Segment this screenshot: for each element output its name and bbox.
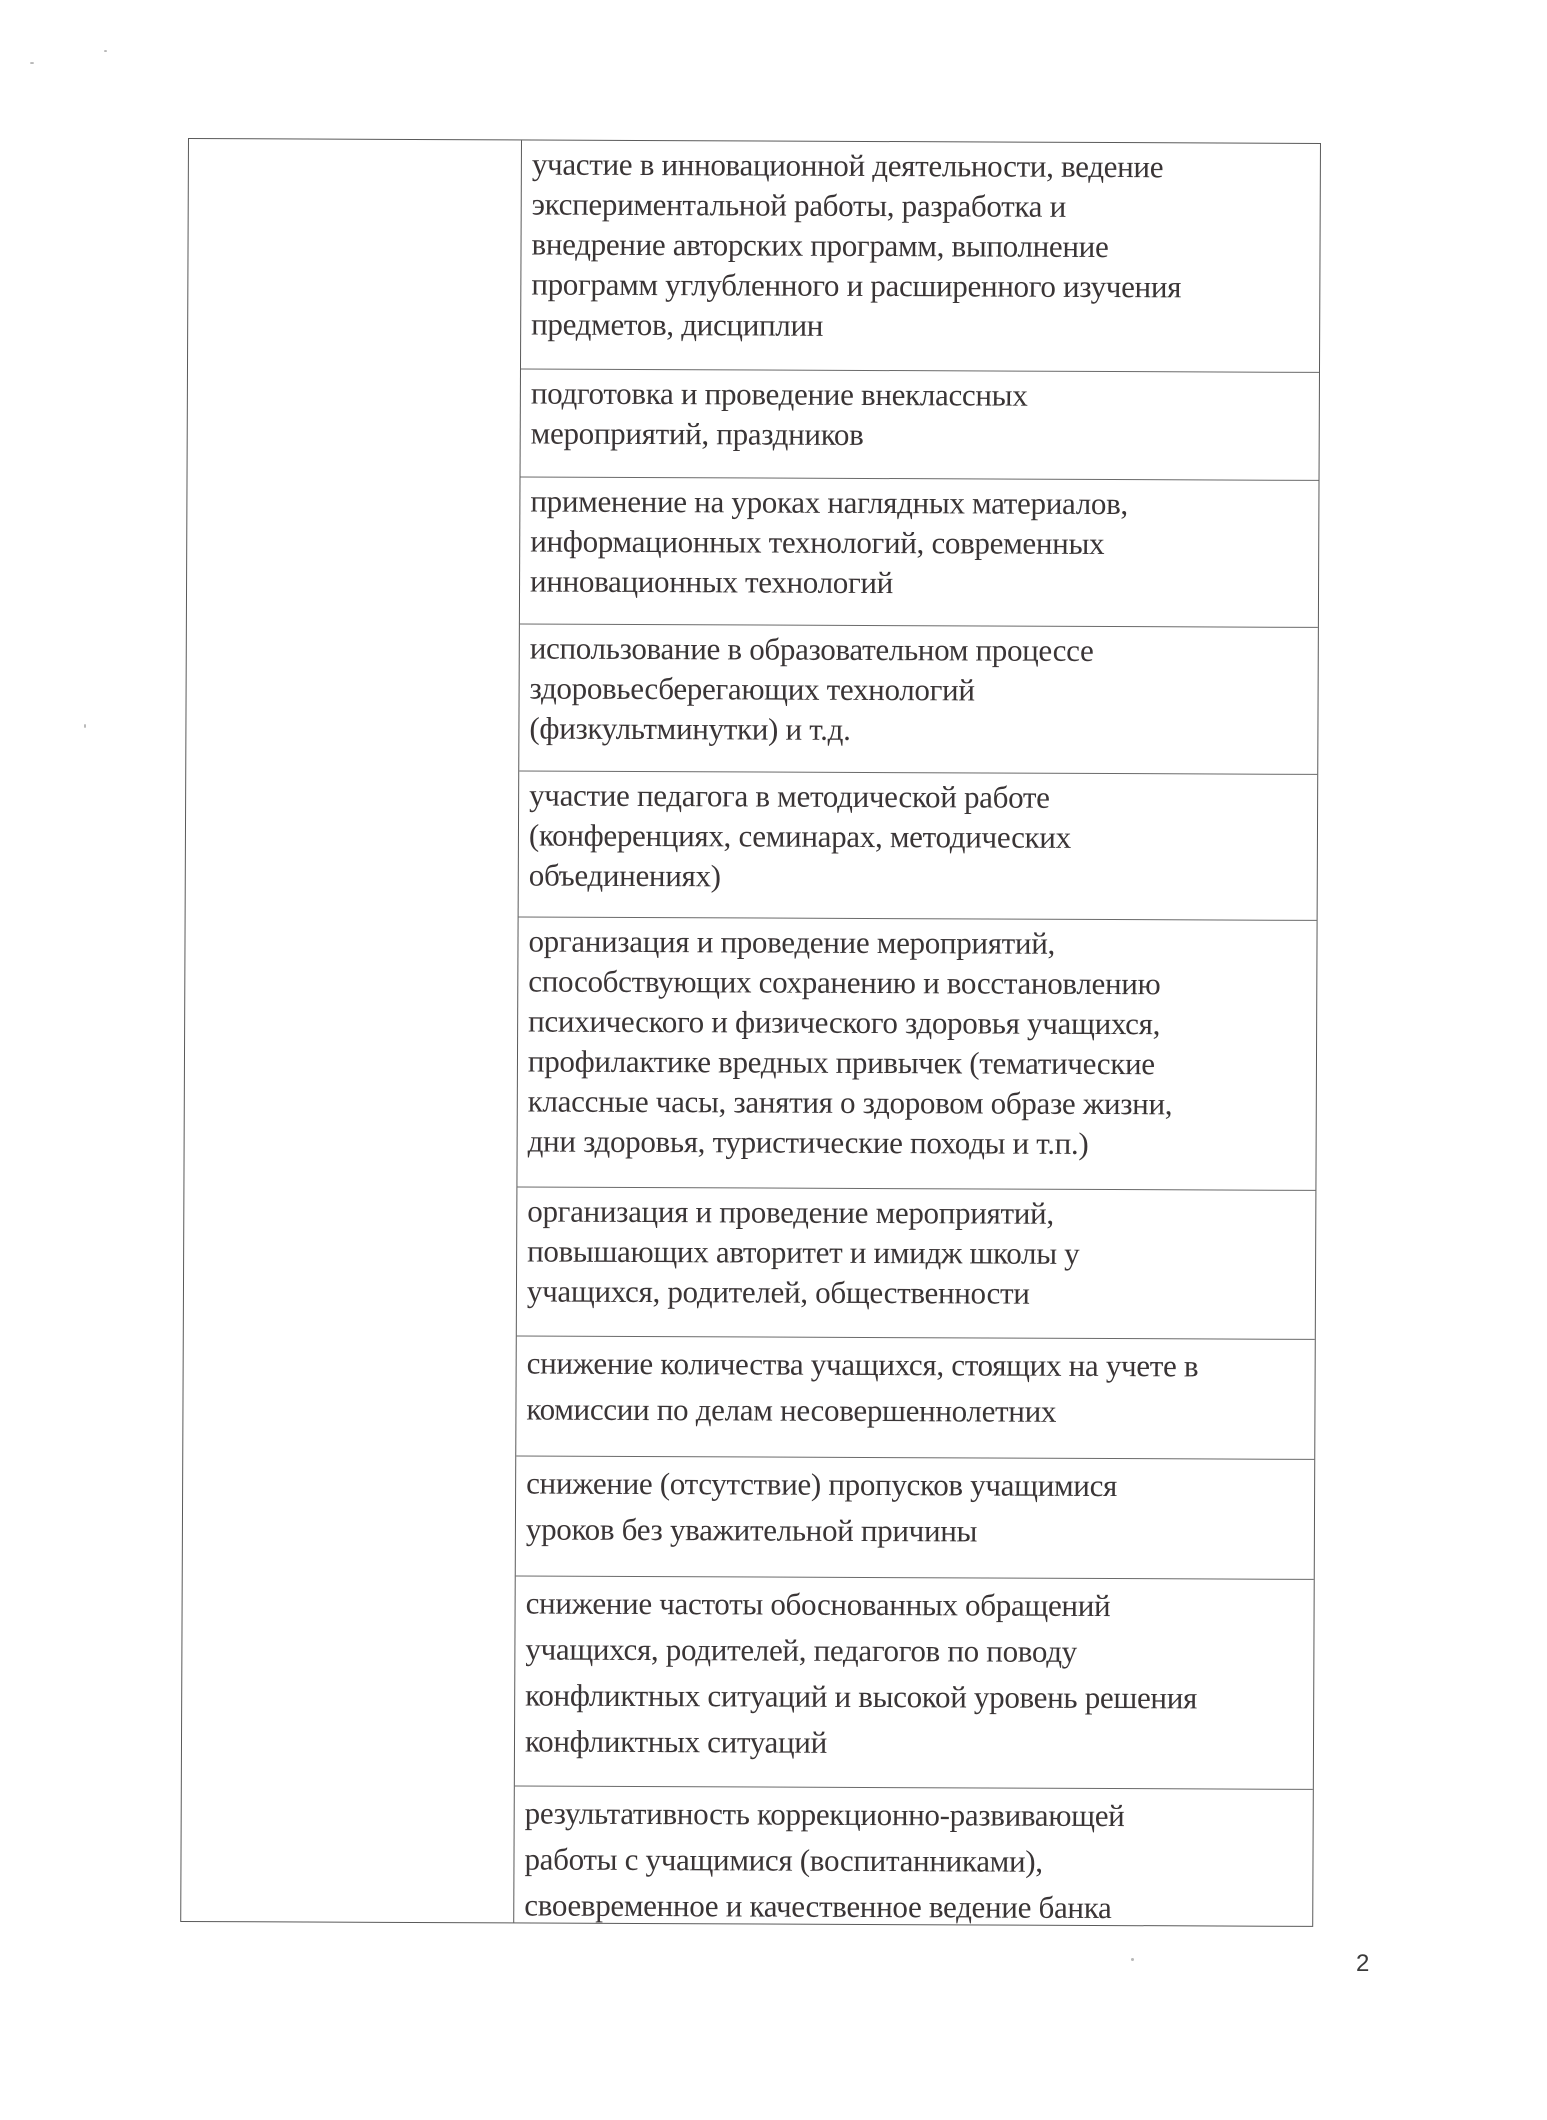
table-row (514, 1786, 1313, 1927)
row-text: применение на уроках наглядных материалов, информационных технологий, современных инновационных технологий (529, 483, 1129, 601)
scan-speck (84, 724, 86, 728)
table-row (521, 140, 1320, 372)
row-text: подготовка и проведение внеклассных мероприятий, праздников (530, 375, 1028, 452)
row-text: результативность коррекционно-развивающей работы с учащимися (воспитанниками), своевременное и качественное ведение банка (524, 1795, 1125, 1926)
table-row (519, 624, 1318, 774)
table-row (517, 917, 1316, 1190)
row-text: использование в образовательном процессе здоровьесберегающих технологий (физкультминутки) и т.д. (529, 630, 1094, 747)
table-row (515, 1576, 1314, 1789)
scan-speck (30, 62, 34, 64)
row-text: организация и проведение мероприятий, повышающих авторитет и имидж школы у учащихся, родителей, общественности (526, 1193, 1080, 1311)
table-row (516, 1336, 1315, 1459)
table-row (519, 771, 1318, 920)
row-text: участие педагога в методической работе (конференциях, семинарах, методических объединениях) (528, 777, 1071, 894)
page-number: 2 (1356, 1950, 1370, 1977)
table-row (520, 477, 1319, 627)
row-text: участие в инновационной деятельности, ведение экспериментальной работы, разработка и внедрение авторских программ, выполнение программ углубленного и расширенного изучения предметов, дисциплин (531, 146, 1182, 343)
table-row (521, 369, 1319, 480)
table-row (516, 1456, 1315, 1579)
criteria-table (180, 138, 1321, 1927)
row-text: снижение частоты обоснованных обращений учащихся, родителей, педагогов по поводу конфликтных ситуаций и высокой уровень решения конфликтных ситуаций (524, 1585, 1198, 1760)
scan-speck (1131, 1958, 1134, 1961)
scan-speck (104, 50, 107, 52)
table-left-column (181, 139, 522, 1922)
row-text: снижение количества учащихся, стоящих на учете в комиссии по делам несовершеннолетних (526, 1345, 1199, 1429)
table-row (517, 1187, 1316, 1339)
table-right-column (514, 140, 1320, 1925)
row-text: снижение (отсутствие) пропусков учащимися уроков без уважительной причины (525, 1465, 1118, 1549)
row-text: организация и проведение мероприятий, способствующих сохранению и восстановлению психического и физического здоровья учащихся, профилактике вредных привычек (тематические классные часы, занятия о здоровом образе жизни, дни здоровья, туристические походы и т.п.) (527, 923, 1173, 1161)
